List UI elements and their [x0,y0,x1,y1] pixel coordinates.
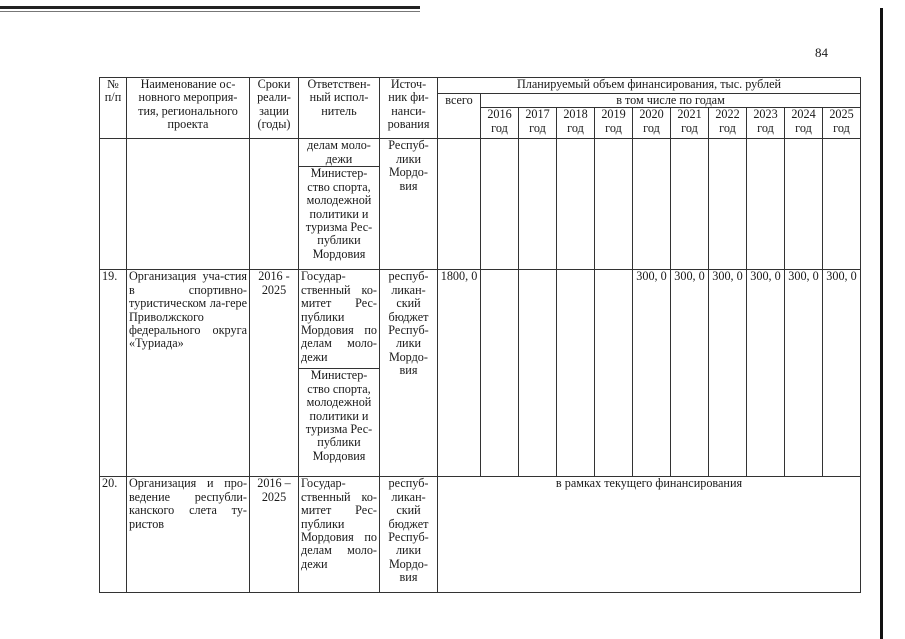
scan-top-bar [0,6,420,9]
header-num: № п/п [100,78,127,139]
header-year: 2021 год [671,108,709,139]
row-responsible [299,139,380,270]
header-year: 2019 год [595,108,633,139]
header-financing: Планируемый объем финансирования, тыс. рублей [438,78,861,94]
row-name [127,139,250,270]
row-terms [250,139,299,270]
row-responsible [299,270,380,477]
header-year: 2017 год [519,108,557,139]
row-value [557,139,595,270]
row-source: Респуб-лики Мордо-вия [380,139,438,270]
row-value [747,139,785,270]
row-value [671,139,709,270]
row-value [823,139,861,270]
header-year: 2023 год [747,108,785,139]
row-value: 300, 0 [633,270,671,477]
row-source: респуб-ликан-ский бюджет Респуб-лики Мордо-вия [380,270,438,477]
header-year: 2018 год [557,108,595,139]
row-value: 300, 0 [823,270,861,477]
row-name: Организация уча-стия в спортивно-туристическом ла-гере Приволжского федерального округа «Туриада» [127,270,250,477]
row-value [595,139,633,270]
header-year: 2020 год [633,108,671,139]
row-value [481,139,519,270]
header-year: 2024 год [785,108,823,139]
responsible-2: Министер-ство спорта, молодежной политики и туризма Рес-публики Мордовия [299,368,379,463]
header-responsible: Ответствен-ный испол-нитель [299,78,380,139]
row-value: 300, 0 [747,270,785,477]
row-total [438,139,481,270]
scan-right-edge [880,8,883,639]
header-by-years: в том числе по годам [481,94,861,108]
row-value [633,139,671,270]
scan-top-line [0,11,420,12]
row-value [785,139,823,270]
row-value: 300, 0 [785,270,823,477]
header-source: Источ-ник фи-нанси-рования [380,78,438,139]
header-name: Наименование ос-новного мероприя-тия, регионального проекта [127,78,250,139]
table-row [100,270,861,477]
row-source: респуб-ликан-ский бюджет Респуб-лики Мордо-вия [380,477,438,593]
row-name: Организация и про-ведение республи-канского слета ту-ристов [127,477,250,593]
header-total: всего [438,94,481,139]
header-year: 2022 год [709,108,747,139]
row-value [595,270,633,477]
row-value: 300, 0 [671,270,709,477]
responsible-1: делам моло-дежи [307,138,371,166]
row-total: 1800, 0 [438,270,481,477]
header-year: 2025 год [823,108,861,139]
row-num: 19. [100,270,127,477]
table-row [100,139,861,270]
row-value [519,139,557,270]
header-terms: Сроки реали-зации (годы) [250,78,299,139]
row-value [557,270,595,477]
responsible-2: Министер-ство спорта, молодежной политики и туризма Рес-публики Мордовия [299,166,379,261]
row-terms: 2016 - 2025 [250,270,299,477]
page-number: 84 [815,45,828,60]
row-num [100,139,127,270]
row-responsible: Государ-ственный ко-митет Рес-публики Мордовия по делам моло-дежи [299,477,380,593]
row-value [709,139,747,270]
row-value [481,270,519,477]
header-year: 2016 год [481,108,519,139]
table-row [100,477,861,593]
row-terms: 2016 – 2025 [250,477,299,593]
row-value [519,270,557,477]
responsible-1: Государ-ственный ко-митет Рес-публики Мордовия по делам моло-дежи [301,269,377,364]
merged-financing-note: в рамках текущего финансирования [438,477,861,593]
row-num: 20. [100,477,127,593]
row-value: 300, 0 [709,270,747,477]
financing-table [99,77,861,593]
